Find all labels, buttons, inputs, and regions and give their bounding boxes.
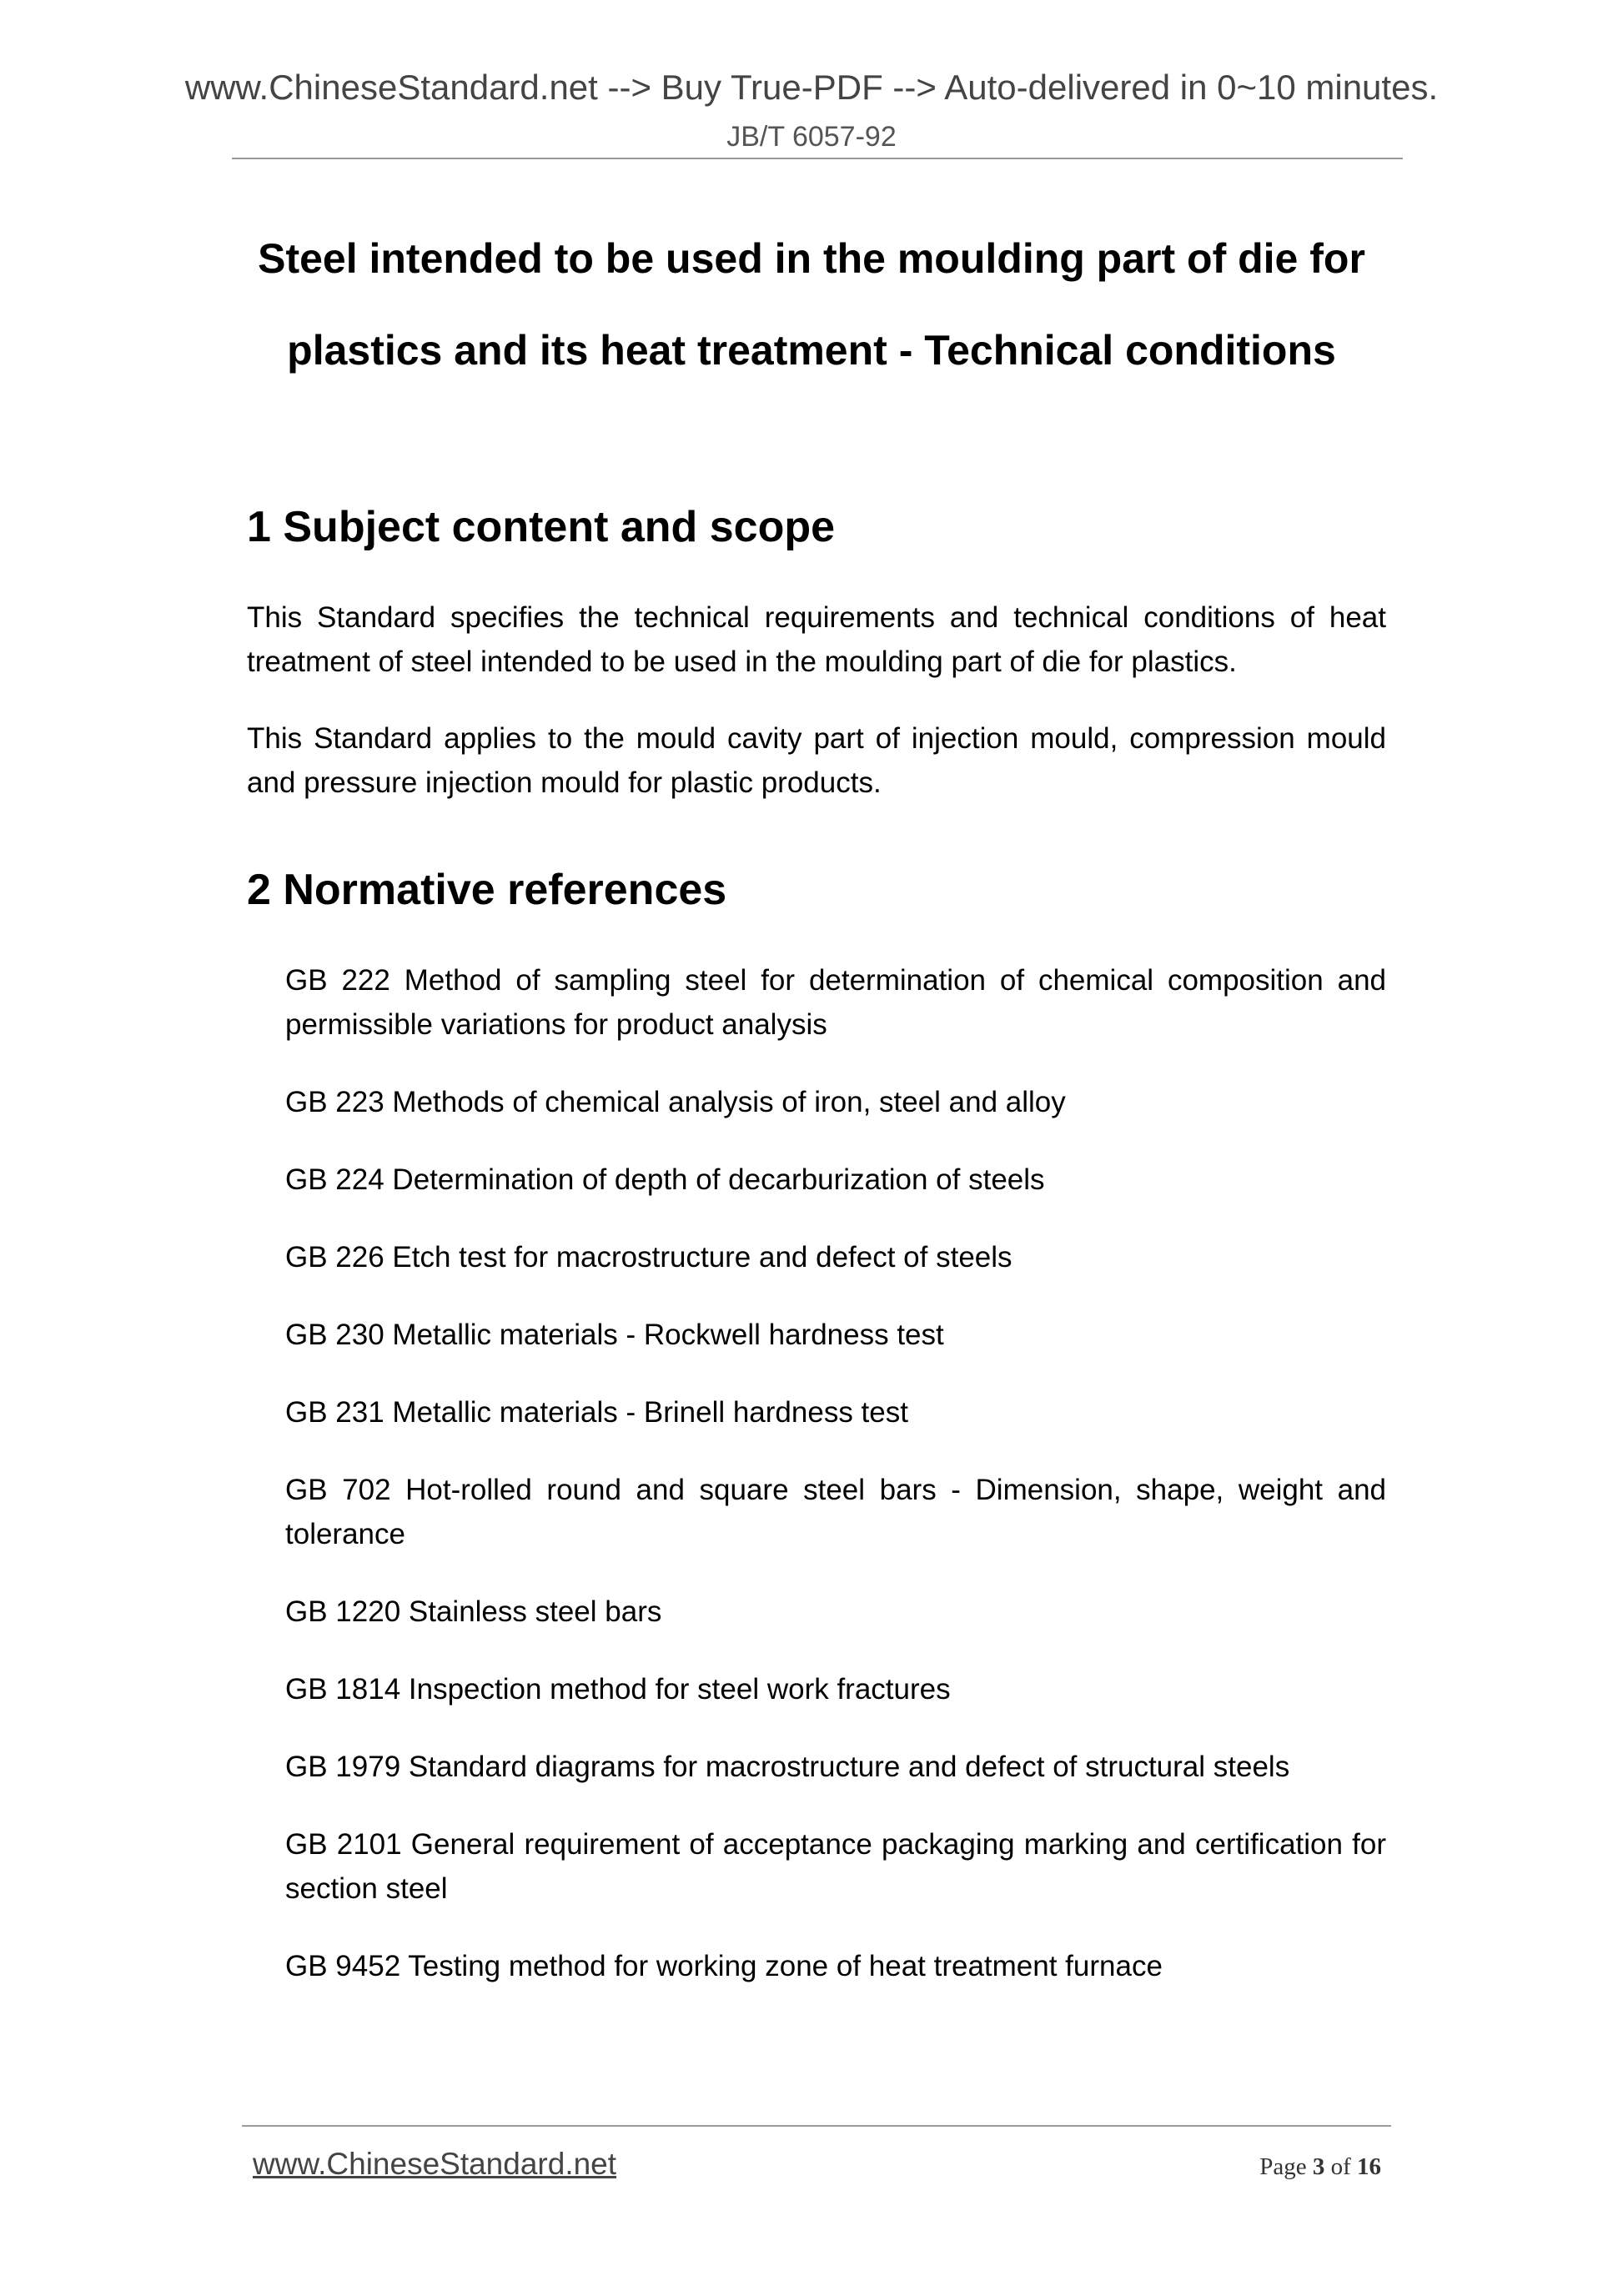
reference-item: GB 2101 General requirement of acceptance packaging marking and certification for section steel	[285, 1828, 1386, 1905]
reference-item: GB 1220 Stainless steel bars	[285, 1595, 662, 1628]
page-current: 3	[1312, 2153, 1325, 2180]
section-subject-content-and-scope	[247, 500, 1386, 805]
reference-item: GB 9452 Testing method for working zone of heat treatment furnace	[285, 1950, 1163, 1982]
header-banner: www.ChineseStandard.net --> Buy True-PDF --> Auto-delivered in 0~10 minutes.	[184, 68, 1439, 107]
header-divider	[232, 158, 1403, 159]
footer-website-link[interactable]: www.ChineseStandard.net	[253, 2147, 617, 2181]
document-title-line-1: Steel intended to be used in the moulding part of die for	[258, 235, 1365, 282]
footer-divider	[242, 2125, 1391, 2127]
reference-item: GB 702 Hot-rolled round and square steel bars - Dimension, shape, weight and tolerance	[285, 1474, 1386, 1550]
reference-item: GB 1814 Inspection method for steel work fractures	[285, 1673, 951, 1706]
document-code: JB/T 6057-92	[726, 121, 897, 153]
paragraph: This Standard applies to the mould cavity part of injection mould, compression mould and pressure injection mould for plastic products.	[247, 722, 1386, 799]
reference-item: GB 224 Determination of depth of decarburization of steels	[285, 1163, 1045, 1196]
document-title-line-2: plastics and its heat treatment - Technical conditions	[287, 327, 1336, 374]
reference-item: GB 223 Methods of chemical analysis of iron, steel and alloy	[285, 1086, 1066, 1118]
reference-item: GB 1979 Standard diagrams for macrostructure and defect of structural steels	[285, 1751, 1290, 1783]
section-normative-references	[247, 863, 1386, 1988]
page-total: 16	[1357, 2153, 1381, 2180]
page-number	[1259, 2150, 1381, 2183]
page-of-label: of	[1330, 2153, 1351, 2180]
reference-item: GB 231 Metallic materials - Brinell hardness test	[285, 1396, 908, 1429]
page-label: Page	[1259, 2153, 1307, 2180]
document-body	[247, 500, 1386, 2022]
reference-item: GB 226 Etch test for macrostructure and defect of steels	[285, 1241, 1012, 1274]
reference-item: GB 222 Method of sampling steel for determination of chemical composition and permissible variations for product analysis	[285, 964, 1386, 1041]
paragraph: This Standard specifies the technical requirements and technical conditions of heat treatment of steel intended to be used in the moulding part of die for plastics.	[247, 601, 1386, 678]
reference-item: GB 230 Metallic materials - Rockwell hardness test	[285, 1319, 944, 1351]
reference-list	[247, 958, 1386, 1988]
document-title	[200, 213, 1423, 396]
section-heading: 2 Normative references	[247, 866, 727, 914]
section-heading: 1 Subject content and scope	[247, 503, 836, 551]
